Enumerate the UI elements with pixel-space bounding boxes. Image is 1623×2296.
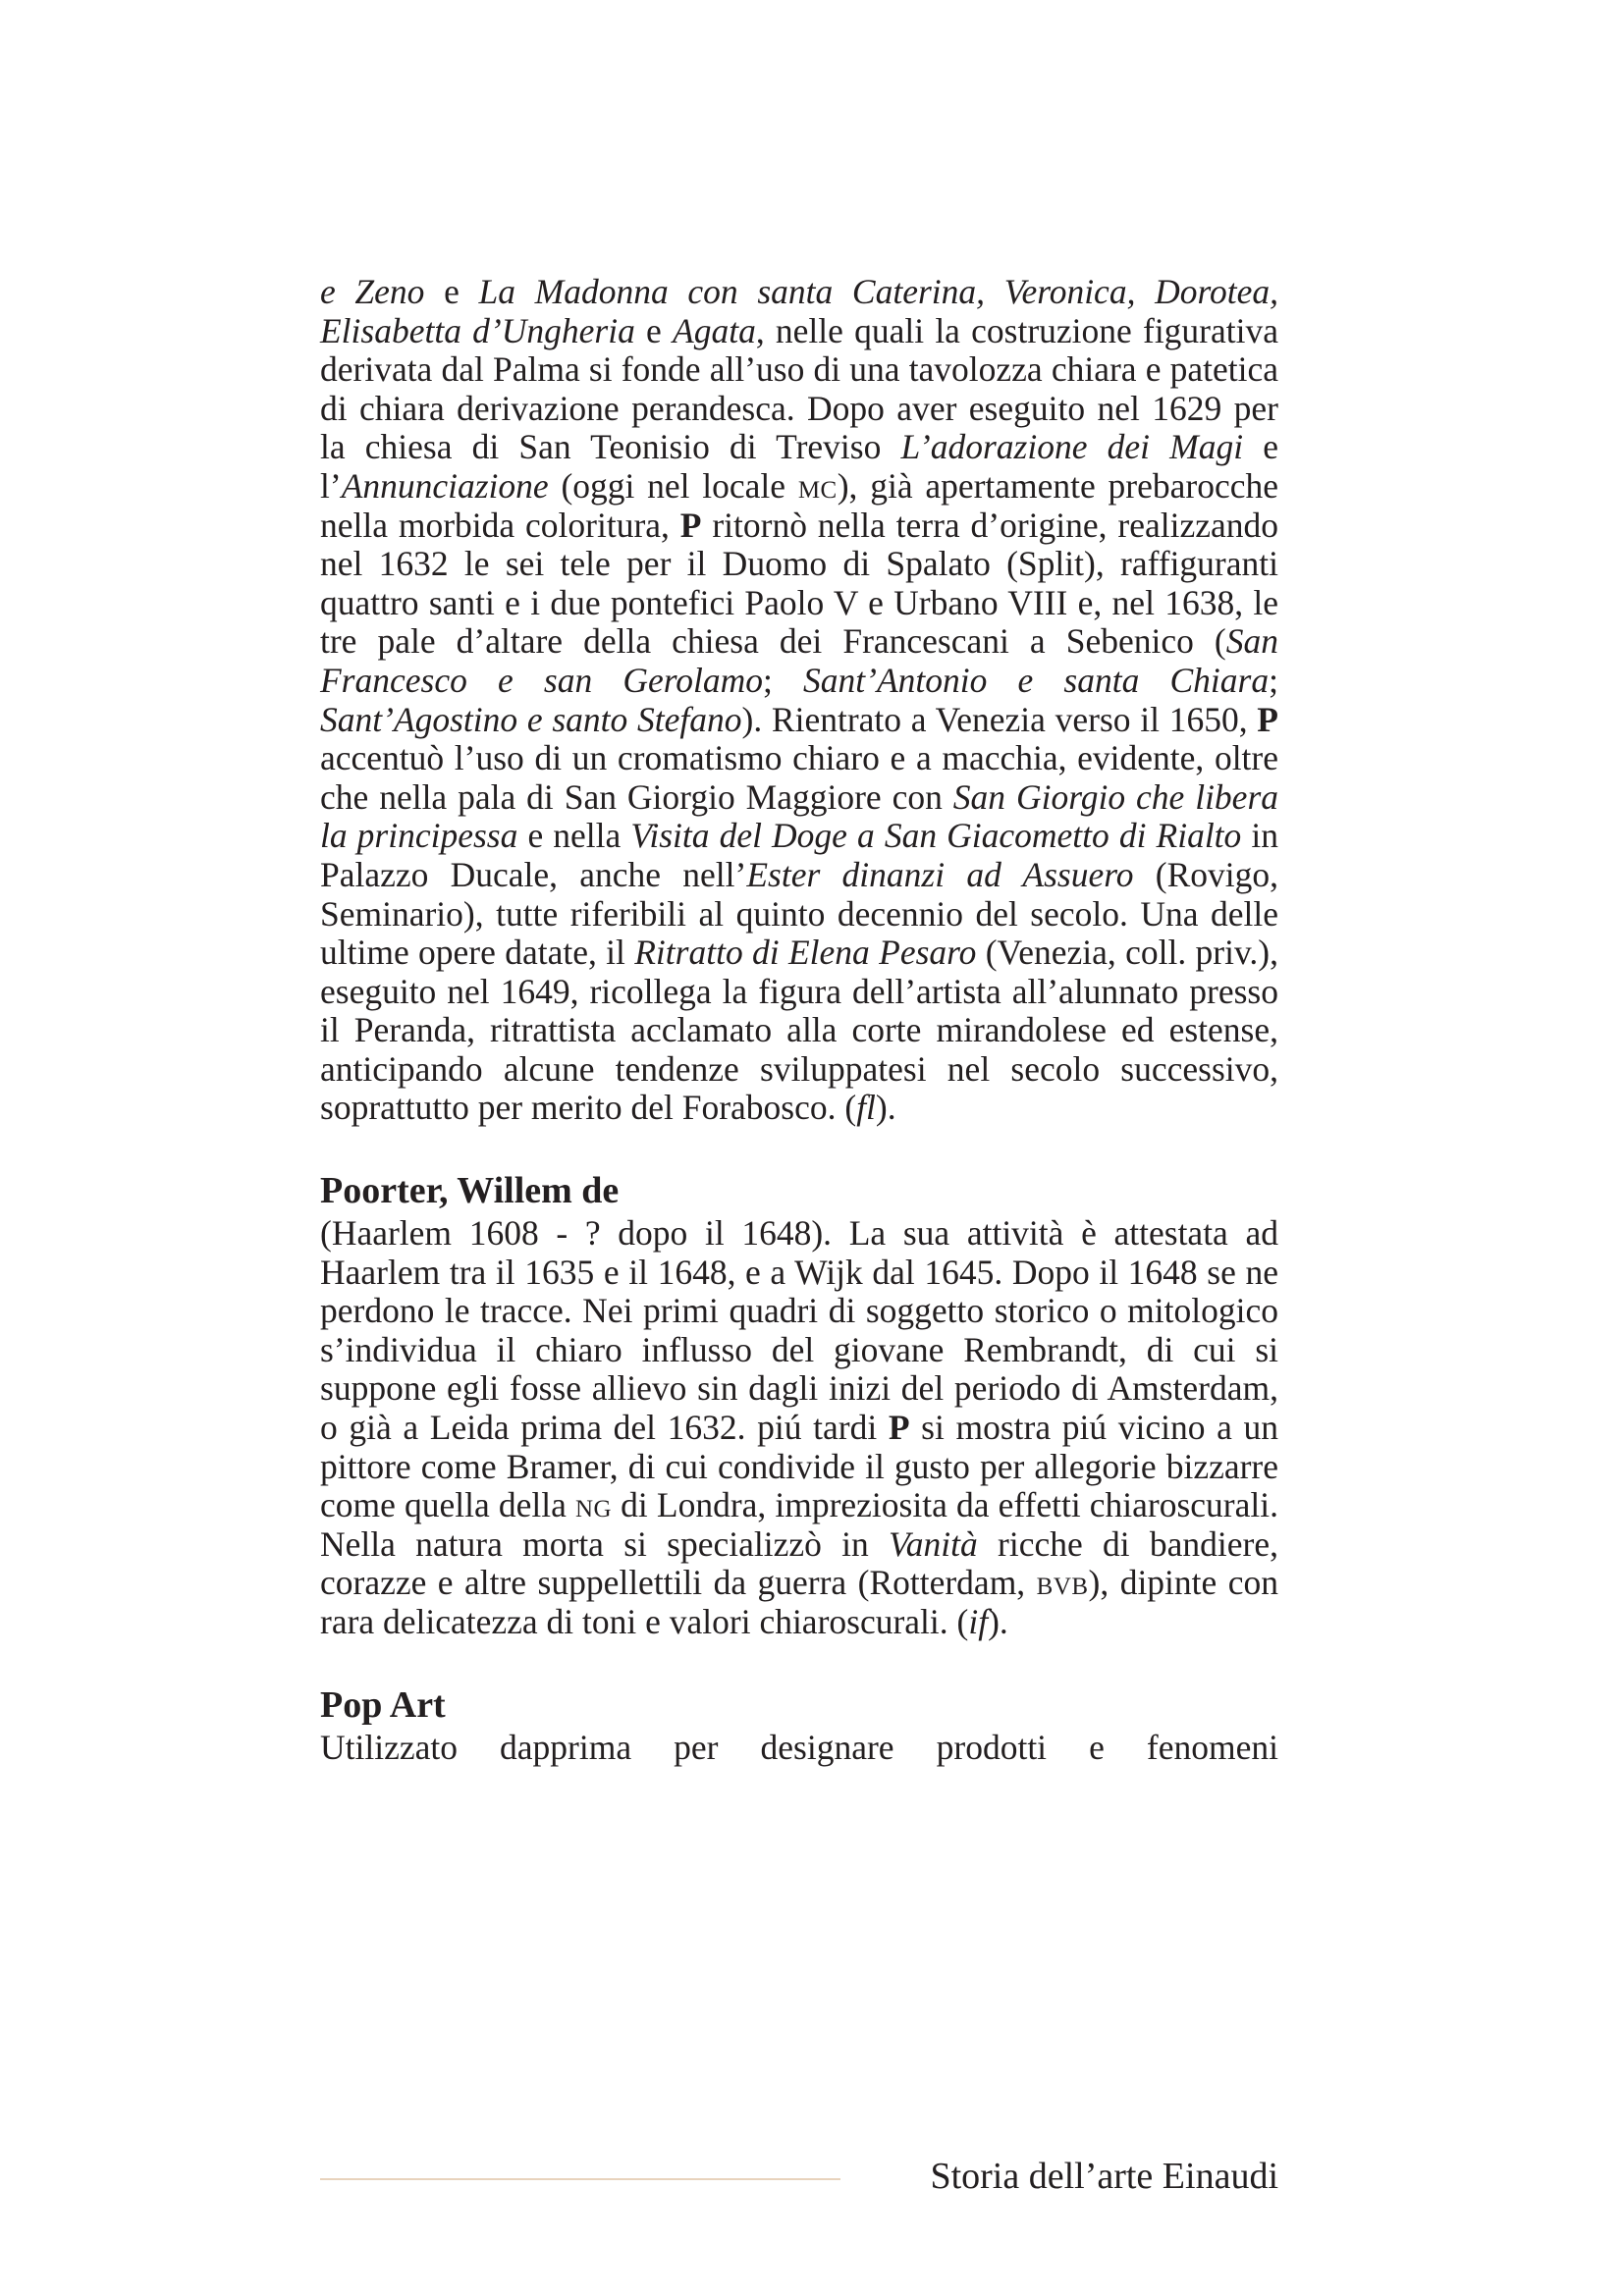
text-run: mc xyxy=(797,465,838,506)
text-run: si mostra piú vicino a un pittore come Bramer, di cui condivide il gusto per allegorie bizzarre come quella della xyxy=(320,1408,1278,1525)
text-run: (oggi nel locale xyxy=(548,465,798,506)
text-run: La Madonna con santa Caterina, Veronica, Dorotea, Elisabetta d’Ungheria xyxy=(320,272,1278,350)
text-run: P xyxy=(1257,699,1278,739)
text-run: (Venezia, coll. priv.), eseguito nel 1649, ricollega la figura dell’artista all’alunnato presso il Peranda, ritrattista acclamato alla corte mirandolese ed estense, anticipando alcune tendenze sviluppatesi nel secolo successivo, soprattutto per merito del Forabosco. ( xyxy=(320,933,1279,1128)
text-run: Ester dinanzi ad Assuero xyxy=(746,854,1134,894)
entry-text-pop-art xyxy=(320,1729,1278,1768)
text-run: ). xyxy=(875,1088,896,1128)
text-run: ; xyxy=(763,660,804,700)
entry-text-poorter xyxy=(320,1214,1278,1642)
text-run: ), già apertamente prebarocche nella morbida coloritura, xyxy=(320,465,1278,545)
footer-rule xyxy=(320,2178,840,2180)
text-run: Ritratto di Elena Pesaro xyxy=(634,933,977,973)
text-run: accentuò l’uso di un cromatismo chiaro e a macchia, evidente, oltre che nella pala di San Giorgio Maggiore con xyxy=(320,738,1278,817)
text-run: bvb xyxy=(1036,1563,1089,1603)
text-run: fl xyxy=(856,1088,876,1128)
text-run: e xyxy=(424,272,479,311)
text-run: e nella xyxy=(517,816,631,856)
text-run: Sant’Agostino e santo Stefano xyxy=(320,699,742,739)
entry-heading-poorter: Poorter, Willem de xyxy=(320,1170,620,1212)
text-run: , nelle quali la costruzione figurativa derivata dal Palma si fonde all’uso di una tavolozza chiara e patetica di chiara derivazione perandesca. Dopo aver eseguito nel 1629 per la chiesa di San Teonisio di Treviso xyxy=(320,310,1278,467)
text-run: Utilizzato dapprima per designare prodotti e fenomeni xyxy=(320,1727,1278,1767)
text-run: ), dipinte con rara delicatezza di toni e valori chiaroscurali. ( xyxy=(320,1563,1278,1641)
text-run: ). xyxy=(988,1602,1008,1641)
text-run: e l’ xyxy=(320,427,1278,506)
text-run: Sant’Antonio e santa Chiara xyxy=(803,660,1270,700)
text-run: ritornò nella terra d’origine, realizzando nel 1632 le sei tele per il Duomo di Spalato (Split), raffiguranti quattro santi e i due pontefici Paolo V e Urbano VIII e, nel 1638, le tre pale d’altare della chiesa dei Francescani a Sebenico ( xyxy=(320,505,1278,662)
text-run: Visita del Doge a San Giacometto di Rialto xyxy=(630,816,1242,856)
text-run: ricche di bandiere, corazze e altre suppellettili da guerra (Rotterdam, xyxy=(320,1523,1278,1603)
entry-continuation-text xyxy=(320,273,1278,1128)
footer-label: Storia dell’arte Einaudi xyxy=(930,2156,1278,2197)
text-run: ng xyxy=(574,1485,613,1525)
entry-heading-pop-art: Pop Art xyxy=(320,1683,446,1726)
text-run: (Haarlem 1608 - ? dopo il 1648). La sua attività è attestata ad Haarlem tra il 1635 e il 1648, e a Wijk dal 1645. Dopo il 1648 se ne perdono le tracce. Nei primi quadri di soggetto storico o mitologico s’individua il chiaro influsso del giovane Rembrandt, di cui si suppone egli fosse allievo sin dagli inizi del periodo di Amsterdam, o già a Leida prima del 1632. piú tardi xyxy=(320,1213,1278,1448)
text-run: if xyxy=(968,1602,989,1641)
text-run: L’adorazione dei Magi xyxy=(900,427,1244,467)
text-run: Agata xyxy=(673,310,756,350)
text-run: P xyxy=(888,1408,910,1448)
text-run: ). Rientrato a Venezia verso il 1650, xyxy=(741,699,1258,739)
text-run: (Rovigo, Seminario), tutte riferibili al quinto decennio del secolo. Una delle ultime opere datate, il xyxy=(320,854,1279,973)
text-run: ; xyxy=(1269,660,1278,700)
text-run: San Francesco e san Gerolamo xyxy=(320,621,1278,700)
text-run: Vanità xyxy=(889,1523,978,1564)
text-run: San Giorgio che libera la principessa xyxy=(320,776,1279,856)
page-body xyxy=(320,273,1278,1767)
page-footer xyxy=(320,2155,1278,2204)
text-run: e Zeno xyxy=(320,272,425,311)
text-run: Annunciazione xyxy=(341,465,549,506)
text-run: P xyxy=(679,505,702,545)
text-run: in Palazzo Ducale, anche nell’ xyxy=(320,816,1278,894)
text-run: e xyxy=(634,310,674,350)
text-run: di Londra, impreziosita da effetti chiaroscurali. Nella natura morta si specializzò in xyxy=(320,1485,1278,1564)
